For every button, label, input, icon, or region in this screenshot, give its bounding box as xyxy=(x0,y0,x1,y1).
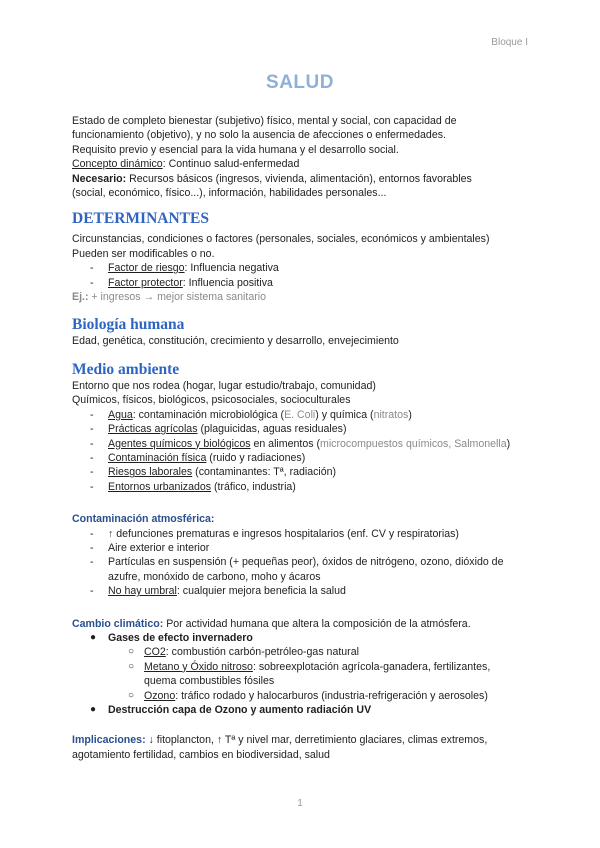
factor-label: Factor de riesgo xyxy=(108,262,185,275)
dynamic-concept-label: Concepto dinámico xyxy=(72,158,163,171)
gas-text: : tráfico rodado y halocarburos (industria-refrigeración y aerosoles) xyxy=(175,689,488,702)
biologia-section xyxy=(72,316,542,348)
item-label: Prácticas agrícolas xyxy=(108,423,198,436)
item-text: en alimentos ( xyxy=(250,437,320,450)
determinantes-heading: DETERMINANTES xyxy=(72,210,209,228)
medio-heading: Medio ambiente xyxy=(72,360,180,378)
cambio-list xyxy=(72,631,542,717)
list-item: - ↑ defunciones prematuras e ingresos hospitalarios (enf. CV y respiratorias) xyxy=(90,527,459,540)
item-text: ) y química ( xyxy=(315,408,374,421)
intro-line: Requisito previo y esencial para la vida humana y el desarrollo social. xyxy=(72,143,399,156)
ozono-label: Destrucción capa de Ozono y aumento radiación UV xyxy=(108,704,372,716)
item-grey: nitratos xyxy=(373,408,409,421)
item-text: : contaminación microbiológica ( xyxy=(132,408,285,421)
item-text: Partículas en suspensión (+ pequeñas peor), óxidos de nitrógeno, ozono, dióxido de xyxy=(108,556,504,569)
gases-label: Gases de efecto invernadero xyxy=(108,631,253,644)
item-label: Riesgos laborales xyxy=(108,466,193,479)
block-label: Bloque I xyxy=(491,37,528,48)
contaminacion-heading: Contaminación atmosférica: xyxy=(72,513,215,526)
list-item: - Factor de riesgo: Influencia negativa xyxy=(90,262,279,275)
list-item: - No hay umbral: cualquier mejora beneficia la salud xyxy=(90,585,346,598)
item-text: ) xyxy=(506,437,511,450)
biologia-heading: Biología humana xyxy=(72,316,185,334)
contaminacion-list xyxy=(72,527,542,599)
document-body xyxy=(72,114,542,762)
list-item: - Partículas en suspensión (+ pequeñas peor), óxidos de nitrógeno, ozono, dióxido de azufre, monóxido de carbono, moho y ácaros xyxy=(90,556,504,583)
necessary-text: Recursos básicos (ingresos, vivienda, alimentación), entornos favorables xyxy=(126,172,472,185)
contaminacion-section xyxy=(72,512,542,598)
determinantes-section xyxy=(72,210,542,304)
page-number: 1 xyxy=(297,798,303,809)
factor-text: : Influencia negativa xyxy=(184,262,279,275)
item-grey: microcompuestos químicos, Salmonella xyxy=(320,437,507,450)
necessary-line xyxy=(72,172,542,186)
list-item: - Riesgos laborales (contaminantes: Tª, radiación) xyxy=(90,466,337,479)
list-item: ○ CO2: combustión carbón-petróleo-gas natural xyxy=(128,646,359,659)
dynamic-concept xyxy=(72,157,542,171)
implicaciones-label: Implicaciones: xyxy=(72,734,146,747)
implicaciones-line: agotamiento fertilidad, cambios en biodiversidad, salud xyxy=(72,748,330,761)
list-item: - Factor protector: Influencia positiva xyxy=(90,276,273,289)
cambio-line xyxy=(72,617,542,631)
item-text: (contaminantes: Tª, radiación) xyxy=(192,466,337,479)
list-item: ● Gases de efecto invernadero ○ CO2: combustión carbón-petróleo-gas natural ○ Metano y Óxido nitroso: sobreexplotación agrícola-ganadera, fertilizantes, quema combustibles fósiles ○ Ozono: tráfico rodado y halocarburos (industria-refrigeración y aerosoles) xyxy=(72,631,542,703)
determinantes-line: Pueden ser modificables o no. xyxy=(72,247,215,260)
item-text: Aire exterior e interior xyxy=(108,541,210,554)
factor-label: Factor protector xyxy=(108,276,183,289)
gas-text: : sobreexplotación agrícola-ganadera, fertilizantes, xyxy=(252,660,491,673)
list-item: - Agentes químicos y biológicos en alimentos (microcompuestos químicos, Salmonella) xyxy=(90,437,511,450)
medio-section xyxy=(72,361,542,494)
gas-label: CO2 xyxy=(144,646,166,659)
item-text: : cualquier mejora beneficia la salud xyxy=(176,585,346,598)
item-label: Agentes químicos y biológicos xyxy=(108,437,251,450)
item-text: ) xyxy=(408,408,412,421)
medio-line: Entorno que nos rodea (hogar, lugar estudio/trabajo, comunidad) xyxy=(72,379,376,392)
necessary-label: Necesario: xyxy=(72,172,127,185)
factor-list xyxy=(72,261,542,290)
item-label: No hay umbral xyxy=(108,585,177,598)
list-item: ○ Ozono: tráfico rodado y halocarburos (industria-refrigeración y aerosoles) xyxy=(128,689,488,702)
list-item: - Agua: contaminación microbiológica (E. Coli) y química (nitratos) xyxy=(90,408,412,421)
example-label: Ej.: xyxy=(72,291,89,304)
example-text: + ingresos → mejor sistema sanitario xyxy=(88,291,266,304)
gas-text: : combustión carbón-petróleo-gas natural xyxy=(165,646,359,659)
cambio-heading: Cambio climático: xyxy=(72,617,164,630)
intro-section xyxy=(72,114,542,200)
item-text: (tráfico, industria) xyxy=(211,480,296,493)
list-item: - Aire exterior e interior xyxy=(90,541,210,554)
item-grey: E. Coli xyxy=(284,408,316,421)
medio-list xyxy=(72,408,542,494)
item-text: azufre, monóxido de carbono, moho y ácaros xyxy=(108,570,321,583)
list-item: ● Destrucción capa de Ozono y aumento radiación UV xyxy=(90,704,372,716)
item-label: Contaminación física xyxy=(108,451,207,464)
gas-label: Metano y Óxido nitroso xyxy=(144,660,253,673)
biologia-text: Edad, genética, constitución, crecimiento y desarrollo, envejecimiento xyxy=(72,335,399,348)
item-text: (plaguicidas, aguas residuales) xyxy=(197,423,347,436)
list-item: - Entornos urbanizados (tráfico, industria) xyxy=(90,480,296,493)
item-text: ↑ defunciones prematuras e ingresos hospitalarios (enf. CV y respiratorias) xyxy=(108,527,459,540)
cambio-section xyxy=(72,617,542,718)
implicaciones-text: ↓ fitoplancton, ↑ Tª y nivel mar, derretimiento glaciares, climas extremos, xyxy=(145,734,488,747)
dynamic-concept-text: : Continuo salud-enfermedad xyxy=(162,158,300,171)
factor-text: : Influencia positiva xyxy=(182,276,273,289)
gases-list xyxy=(72,645,542,703)
list-item: ○ Metano y Óxido nitroso: sobreexplotación agrícola-ganadera, fertilizantes, quema combustibles fósiles xyxy=(128,660,491,688)
item-label: Agua xyxy=(108,408,133,421)
implicaciones-section xyxy=(72,733,542,762)
example-line xyxy=(72,290,542,304)
implicaciones-line xyxy=(72,733,542,747)
gas-label: Ozono xyxy=(144,689,176,702)
list-item: - Prácticas agrícolas (plaguicidas, aguas residuales) xyxy=(90,423,347,436)
item-text: (ruido y radiaciones) xyxy=(206,451,306,464)
necessary-line: (social, económico, físico...), información, habilidades personales... xyxy=(72,187,387,200)
determinantes-line: Circunstancias, condiciones o factores (personales, sociales, económicos y ambientales) xyxy=(72,233,490,246)
cambio-text: Por actividad humana que altera la composición de la atmósfera. xyxy=(163,617,471,630)
medio-line: Químicos, físicos, biológicos, psicosociales, socioculturales xyxy=(72,394,351,407)
gas-text: quema combustibles fósiles xyxy=(144,675,275,688)
page-title: SALUD xyxy=(266,72,334,93)
intro-line: Estado de completo bienestar (subjetivo) físico, mental y social, con capacidad de xyxy=(72,115,457,127)
list-item: - Contaminación física (ruido y radiaciones) xyxy=(90,451,306,464)
intro-line: funcionamiento (objetivo), y no solo la ausencia de afecciones o enfermedades. xyxy=(72,129,446,142)
item-label: Entornos urbanizados xyxy=(108,480,212,493)
